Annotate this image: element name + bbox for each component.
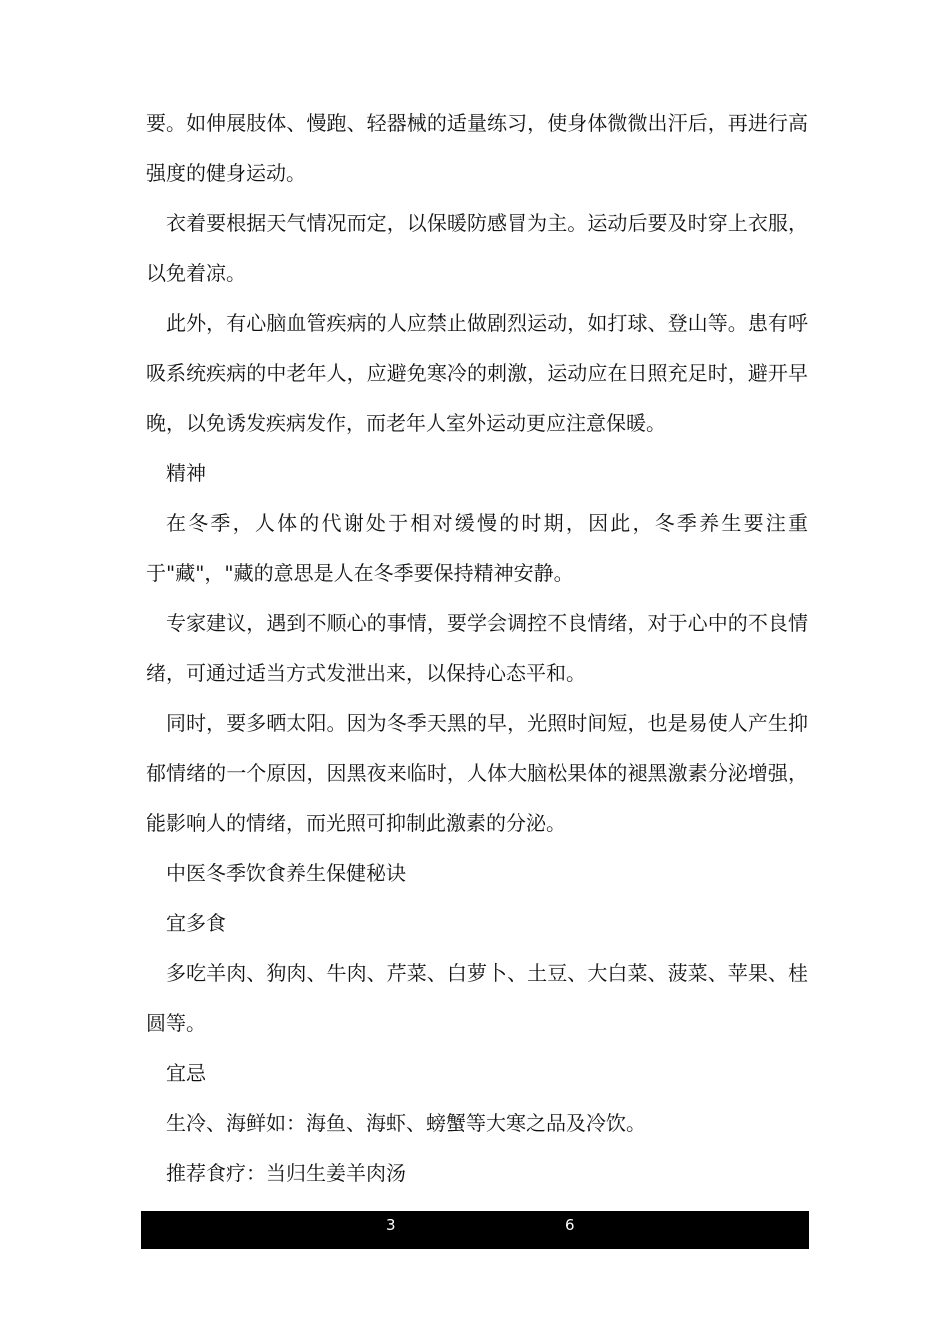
heading-spirit: 精神 [166,461,206,485]
paragraph-foods-to-avoid: 生冷、海鲜如：海鱼、海虾、螃蟹等大寒之品及冷饮。 [166,1111,646,1135]
paragraph-recommended-foods: 多吃羊肉、狗肉、牛肉、芹菜、白萝卜、土豆、大白菜、菠菜、苹果、桂圆等。 [146,961,808,1035]
heading-eat-more: 宜多食 [166,911,226,935]
total-page-number: 6 [565,1216,575,1234]
current-page-number: 3 [386,1216,396,1234]
paragraph-recommended-recipe: 推荐食疗：当归生姜羊肉汤 [166,1161,406,1185]
heading-avoid: 宜忌 [166,1061,206,1085]
page-footer-bar [141,1211,809,1249]
paragraph-sunlight: 同时，要多晒太阳。因为冬季天黑的早，光照时间短，也是易使人产生抑郁情绪的一个原因，因黑夜来临时，人体大脑松果体的褪黑激素分泌增强，能影响人的情绪，而光照可抑制此激素的分泌。 [146,711,808,835]
paragraph-expert-advice: 专家建议，遇到不顺心的事情，要学会调控不良情绪，对于心中的不良情绪，可通过适当方式发泄出来，以保持心态平和。 [146,611,808,685]
paragraph-caution: 此外，有心脑血管疾病的人应禁止做剧烈运动，如打球、登山等。患有呼吸系统疾病的中老年人，应避免寒冷的刺激，运动应在日照充足时，避开早晚，以免诱发疾病发作，而老年人室外运动更应注意保暖。 [146,311,808,435]
paragraph-clothing: 衣着要根据天气情况而定，以保暖防感冒为主。运动后要及时穿上衣服，以免着凉。 [146,211,808,285]
paragraph-winter-store: 在冬季，人体的代谢处于相对缓慢的时期，因此，冬季养生要注重于"藏"，"藏的意思是人在冬季要保持精神安静。 [146,511,808,585]
document-body [146,98,808,1198]
paragraph-exercise-warmup: 要。如伸展肢体、慢跑、轻器械的适量练习，使身体微微出汗后，再进行高强度的健身运动。 [146,111,808,185]
heading-diet-secrets: 中医冬季饮食养生保健秘诀 [166,861,406,885]
